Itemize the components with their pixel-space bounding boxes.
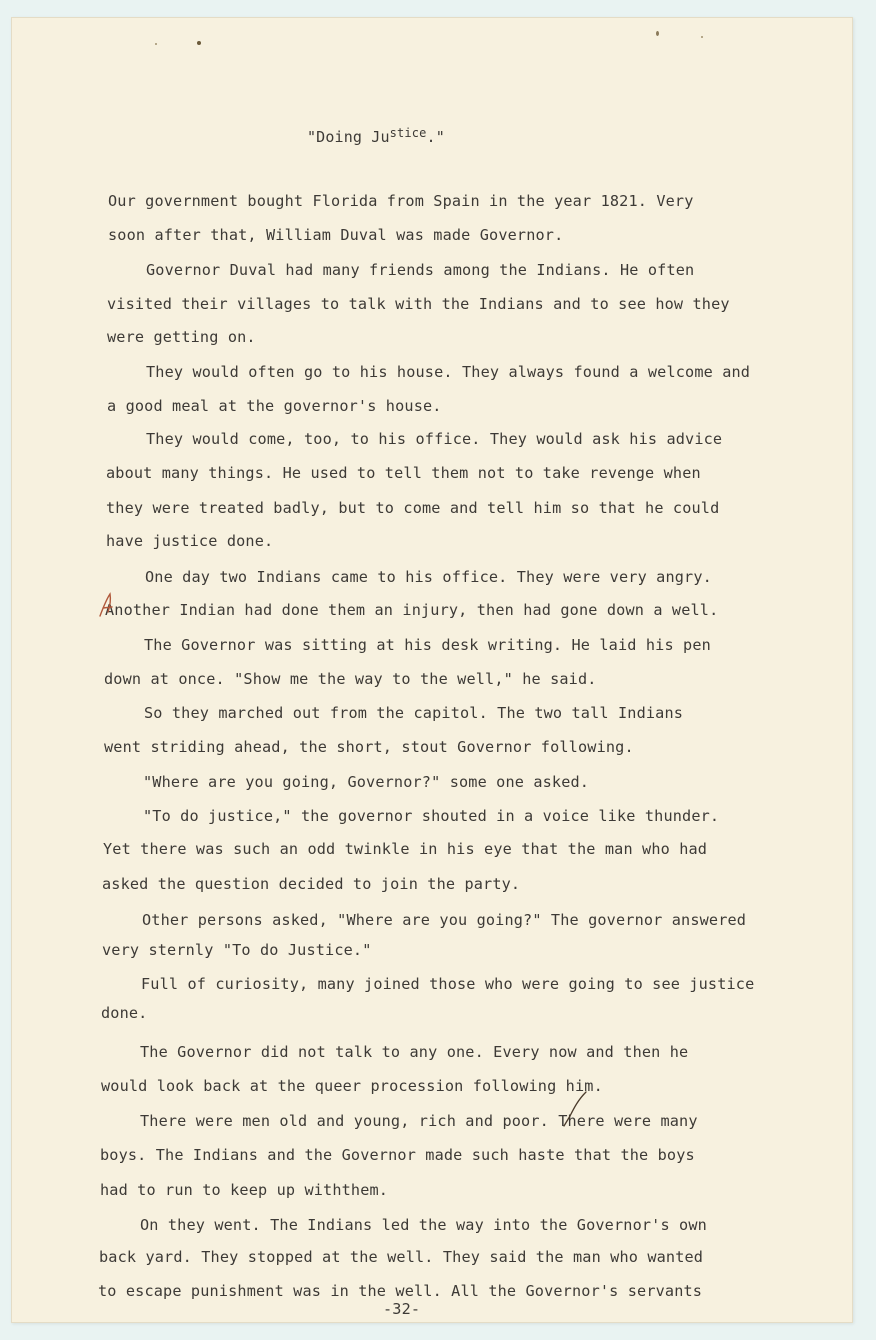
text-line-12: One day two Indians came to his office. They were very angry. <box>145 568 712 586</box>
text-line-31: On they went. The Indians led the way into the Governor's own <box>140 1216 707 1234</box>
proof-check-mark <box>560 1090 590 1130</box>
text-line-22: Other persons asked, "Where are you going?" The governor answered <box>142 911 747 929</box>
text-line-3: Governor Duval had many friends among the Indians. He often <box>146 261 695 279</box>
text-line-10: they were treated badly, but to come and tell him so that he could <box>106 499 720 517</box>
text-line-23: very sternly "To do Justice." <box>102 941 372 959</box>
text-line-7: a good meal at the governor's house. <box>107 397 442 415</box>
text-line-21: asked the question decided to join the party. <box>102 875 521 893</box>
paper-speck <box>197 41 201 45</box>
text-line-8: They would come, too, to his office. They would ask his advice <box>146 430 723 448</box>
title-superscript: stice <box>389 126 427 140</box>
text-line-13: Another Indian had done them an injury, then had gone down a well. <box>105 601 719 619</box>
text-line-15: down at once. "Show me the way to the well," he said. <box>104 670 597 688</box>
text-line-18: "Where are you going, Governor?" some one asked. <box>143 773 590 791</box>
text-line-28: There were men old and young, rich and poor. There were many <box>140 1112 698 1130</box>
text-line-24: Full of curiosity, many joined those who were going to see justice <box>141 975 755 993</box>
text-line-29: boys. The Indians and the Governor made such haste that the boys <box>100 1146 695 1164</box>
text-line-20: Yet there was such an odd twinkle in his eye that the man who had <box>103 840 708 858</box>
paper-speck <box>701 36 703 38</box>
page-number: -32- <box>383 1300 421 1318</box>
text-line-5: were getting on. <box>107 328 256 346</box>
text-line-27: would look back at the queer procession following him. <box>101 1077 603 1095</box>
paper-speck <box>155 43 157 45</box>
text-line-2: soon after that, William Duval was made Governor. <box>108 226 564 244</box>
text-line-16: So they marched out from the capitol. The two tall Indians <box>144 704 684 722</box>
margin-correction-mark <box>96 590 120 620</box>
text-line-4: visited their villages to talk with the Indians and to see how they <box>107 295 730 313</box>
text-line-1: Our government bought Florida from Spain in the year 1821. Very <box>108 192 694 210</box>
text-line-17: went striding ahead, the short, stout Governor following. <box>104 738 634 756</box>
text-line-26: The Governor did not talk to any one. Every now and then he <box>140 1043 689 1061</box>
document-title: "Doing $Ju^{stice}$." <box>307 126 445 146</box>
text-line-19: "To do justice," the governor shouted in a voice like thunder. <box>143 807 720 825</box>
text-line-25: done. <box>101 1004 148 1022</box>
paper-speck <box>656 31 659 36</box>
text-line-11: have justice done. <box>106 532 274 550</box>
text-line-32: back yard. They stopped at the well. They said the man who wanted <box>99 1248 704 1266</box>
text-line-6: They would often go to his house. They always found a welcome and <box>146 363 751 381</box>
text-line-9: about many things. He used to tell them not to take revenge when <box>106 464 701 482</box>
text-line-30: had to run to keep up withthem. <box>100 1181 389 1199</box>
text-line-33: to escape punishment was in the well. All the Governor's servants <box>98 1282 703 1300</box>
text-line-14: The Governor was sitting at his desk writing. He laid his pen <box>144 636 711 654</box>
